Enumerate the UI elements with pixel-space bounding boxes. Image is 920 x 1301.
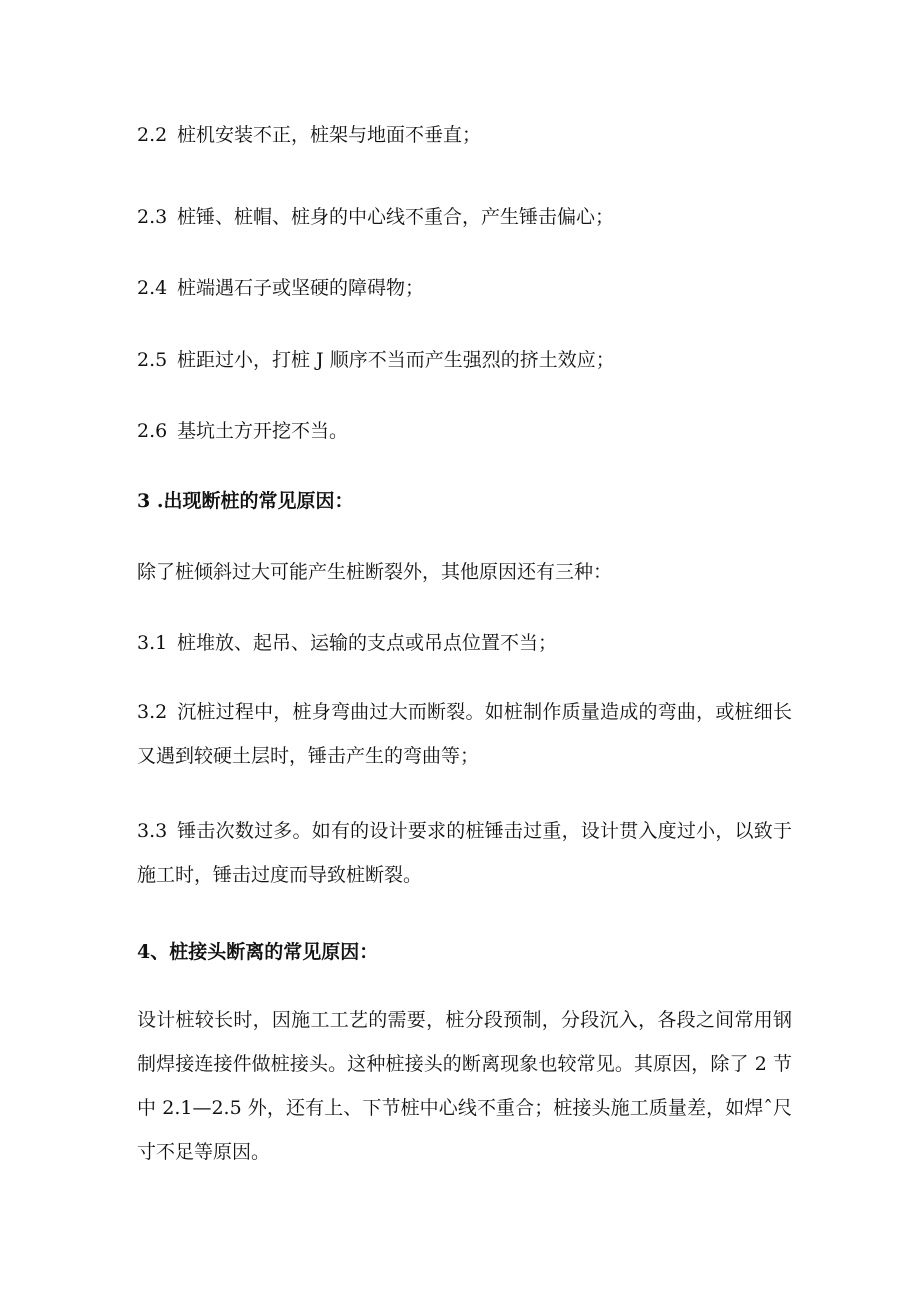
item-text: 桩堆放、起吊、运输的支点或吊点位置不当； [177,632,558,654]
item-text: 桩机安装不正，桩架与地面不垂直； [177,124,482,146]
item-number: 2.4 [137,277,168,299]
list-item-3-2 [137,690,792,778]
section-3-heading: 3 .出现断桩的常见原因： [137,490,354,512]
item-text: 锤击次数过多。如有的设计要求的桩锤击过重，设计贯入度过小，以致于施工时，锤击过度而导致桩断裂。 [137,820,792,886]
list-item-2-4 [137,276,797,300]
item-number: 2.2 [137,124,168,146]
item-number: 2.3 [137,206,168,228]
item-text: 桩端遇石子或坚硬的障碍物； [177,277,425,299]
item-number: 3.1 [137,632,168,654]
item-number: 3.3 [137,820,168,842]
list-item-3-1 [137,631,797,655]
list-item-2-2 [137,123,797,147]
section-4-heading: 4、桩接头断离的常见原因： [137,941,379,963]
item-text: 桩锤、桩帽、桩身的中心线不重合，产生锤击偏心； [177,206,615,228]
item-number: 2.5 [137,349,168,371]
item-text: 桩距过小，打桩 J 顺序不当而产生强烈的挤土效应； [177,349,615,371]
item-number: 2.6 [137,420,168,442]
list-item-3-3 [137,809,792,897]
item-number: 3.2 [137,701,168,723]
list-item-2-6 [137,419,797,443]
list-item-2-5 [137,348,797,372]
item-text: 沉桩过程中，桩身弯曲过大而断裂。如桩制作质量造成的弯曲，或桩细长又遇到较硬土层时，锤击产生的弯曲等； [137,701,792,767]
list-item-2-3 [137,205,797,229]
item-text: 基坑土方开挖不当。 [177,420,349,442]
section-4-body: 设计桩较长时，因施工工艺的需要，桩分段预制，分段沉入，各段之间常用钢制焊接连接件做桩接头。这种桩接头的断离现象也较常见。其原因，除了 2 节中 2.1—2.5 外，还有上、下节桩中心线不重合；桩接头施工质量差，如焊ˆ尺寸不足等原因。 [137,1009,792,1163]
section-3-intro: 除了桩倾斜过大可能产生桩断裂外，其他原因还有三种： [137,561,613,583]
